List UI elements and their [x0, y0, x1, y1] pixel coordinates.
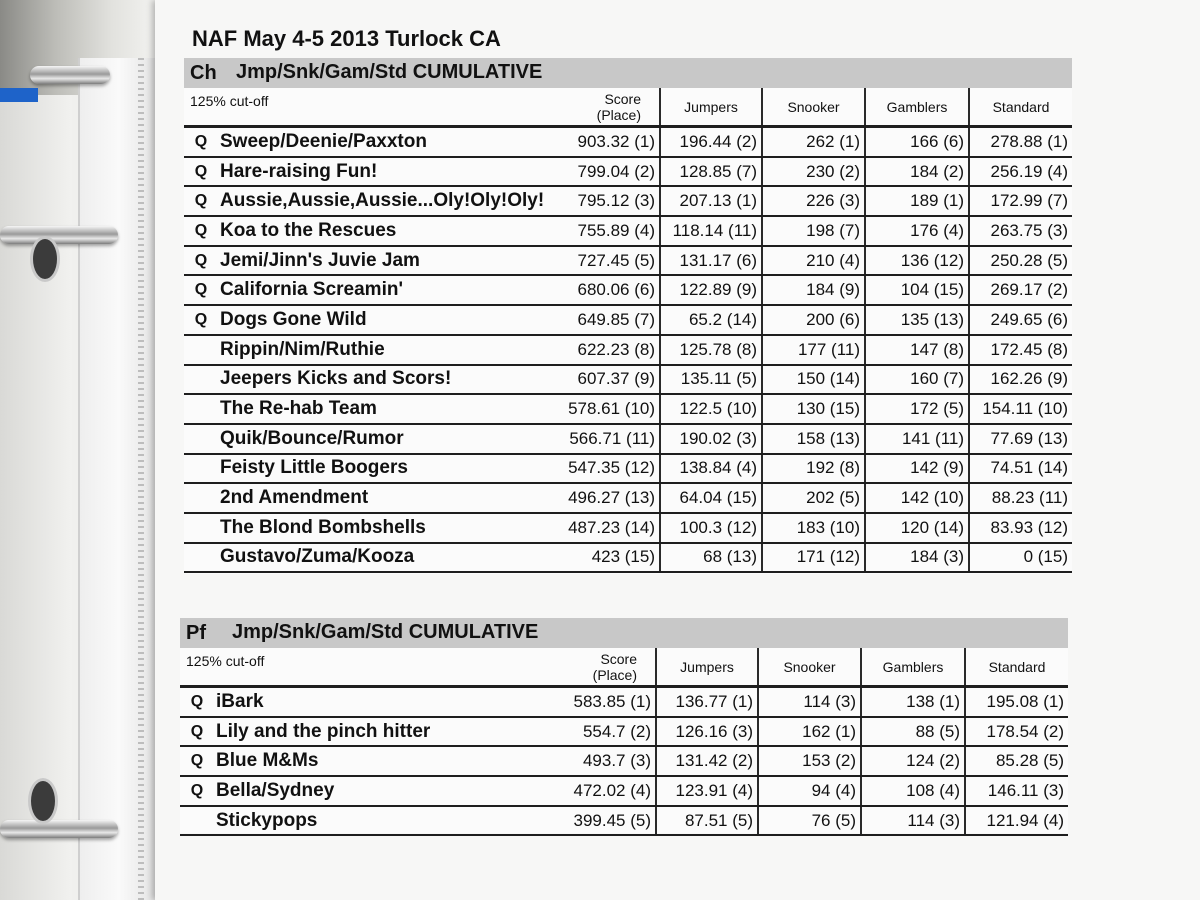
snooker-cell: 202 (5): [762, 483, 865, 513]
column-header-standard: Standard: [965, 648, 1068, 687]
team-name: Sweep/Deenie/Paxxton: [218, 127, 560, 157]
jumpers-cell: 128.85 (7): [660, 157, 762, 187]
jumpers-cell: 123.91 (4): [656, 776, 758, 806]
score-cell: 423 (15): [560, 543, 660, 573]
score-cell: 399.45 (5): [556, 806, 656, 836]
gamblers-cell: 136 (12): [865, 246, 969, 276]
snooker-cell: 171 (12): [762, 543, 865, 573]
gamblers-cell: 189 (1): [865, 186, 969, 216]
team-name: Stickypops: [214, 806, 556, 836]
section-header: [184, 58, 1072, 88]
binder-ring-hole-middle: [30, 236, 60, 282]
team-name: Hare-raising Fun!: [218, 157, 560, 187]
division-code: Pf: [186, 622, 206, 644]
score-cell: 755.89 (4): [560, 216, 660, 246]
jumpers-cell: 131.42 (2): [656, 746, 758, 776]
cutoff-label: 125% cut-off: [184, 88, 560, 127]
qualifier-mark: Q: [180, 776, 214, 806]
team-name: The Blond Bombshells: [218, 513, 560, 543]
standard-cell: 154.11 (10): [969, 394, 1072, 424]
team-name: Aussie,Aussie,Aussie...Oly!Oly!Oly!: [218, 186, 560, 216]
sheet-protector-perforation: [138, 58, 144, 900]
section-header: [180, 618, 1068, 648]
gamblers-cell: 142 (9): [865, 454, 969, 484]
team-name: iBark: [214, 687, 556, 717]
column-header-gamblers: Gamblers: [861, 648, 965, 687]
standard-cell: 0 (15): [969, 543, 1072, 573]
column-header-score: Score (Place): [556, 648, 656, 687]
qualifier-mark: Q: [184, 127, 218, 157]
table-row: [184, 157, 1072, 187]
table-row: [180, 687, 1068, 717]
section-title: Jmp/Snk/Gam/Std CUMULATIVE: [236, 61, 543, 83]
column-header-score: Score (Place): [560, 88, 660, 127]
standard-cell: 85.28 (5): [965, 746, 1068, 776]
jumpers-cell: 138.84 (4): [660, 454, 762, 484]
section-title: Jmp/Snk/Gam/Std CUMULATIVE: [232, 621, 539, 643]
table-row: [184, 186, 1072, 216]
team-name: Dogs Gone Wild: [218, 305, 560, 335]
jumpers-cell: 207.13 (1): [660, 186, 762, 216]
team-name: Koa to the Rescues: [218, 216, 560, 246]
binder-ring-hole-bottom: [28, 778, 58, 824]
standard-cell: 269.17 (2): [969, 275, 1072, 305]
snooker-cell: 210 (4): [762, 246, 865, 276]
qualifier-mark: [184, 394, 218, 424]
team-name: Feisty Little Boogers: [218, 454, 560, 484]
table-row: [184, 216, 1072, 246]
jumpers-cell: 136.77 (1): [656, 687, 758, 717]
score-cell: 493.7 (3): [556, 746, 656, 776]
gamblers-cell: 142 (10): [865, 483, 969, 513]
snooker-cell: 230 (2): [762, 157, 865, 187]
score-cell: 472.02 (4): [556, 776, 656, 806]
qualifier-mark: [184, 513, 218, 543]
standard-cell: 162.26 (9): [969, 365, 1072, 395]
document-title: NAF May 4-5 2013 Turlock CA: [192, 26, 501, 51]
qualifier-mark: [184, 424, 218, 454]
gamblers-cell: 184 (3): [865, 543, 969, 573]
snooker-cell: 130 (15): [762, 394, 865, 424]
snooker-cell: 198 (7): [762, 216, 865, 246]
results-section-ch: [184, 58, 1072, 574]
gamblers-cell: 184 (2): [865, 157, 969, 187]
snooker-cell: 94 (4): [758, 776, 861, 806]
score-cell: 607.37 (9): [560, 365, 660, 395]
score-cell: 680.06 (6): [560, 275, 660, 305]
gamblers-cell: 104 (15): [865, 275, 969, 305]
table-row: [180, 717, 1068, 747]
gamblers-cell: 114 (3): [861, 806, 965, 836]
table-row: [180, 806, 1068, 836]
standard-cell: 83.93 (12): [969, 513, 1072, 543]
snooker-cell: 192 (8): [762, 454, 865, 484]
column-header-standard: Standard: [969, 88, 1072, 127]
qualifier-mark: [184, 483, 218, 513]
qualifier-mark: [184, 454, 218, 484]
binder-ring-middle: [0, 226, 118, 244]
gamblers-cell: 124 (2): [861, 746, 965, 776]
standard-cell: 178.54 (2): [965, 717, 1068, 747]
qualifier-mark: Q: [184, 157, 218, 187]
snooker-cell: 184 (9): [762, 275, 865, 305]
jumpers-cell: 100.3 (12): [660, 513, 762, 543]
team-name: Quik/Bounce/Rumor: [218, 424, 560, 454]
binder-ring-bottom: [0, 820, 118, 838]
jumpers-cell: 196.44 (2): [660, 127, 762, 157]
snooker-cell: 153 (2): [758, 746, 861, 776]
qualifier-mark: Q: [180, 717, 214, 747]
jumpers-cell: 125.78 (8): [660, 335, 762, 365]
score-cell: 622.23 (8): [560, 335, 660, 365]
gamblers-cell: 108 (4): [861, 776, 965, 806]
jumpers-cell: 68 (13): [660, 543, 762, 573]
standard-cell: 256.19 (4): [969, 157, 1072, 187]
table-row: [184, 513, 1072, 543]
division-code: Ch: [190, 62, 217, 84]
standard-cell: 88.23 (11): [969, 483, 1072, 513]
standard-cell: 74.51 (14): [969, 454, 1072, 484]
cutoff-label: 125% cut-off: [180, 648, 556, 687]
table-header-row: [180, 648, 1068, 687]
standard-cell: 172.45 (8): [969, 335, 1072, 365]
snooker-cell: 114 (3): [758, 687, 861, 717]
team-name: The Re-hab Team: [218, 394, 560, 424]
gamblers-cell: 88 (5): [861, 717, 965, 747]
team-name: California Screamin': [218, 275, 560, 305]
table-row: [184, 365, 1072, 395]
qualifier-mark: Q: [180, 687, 214, 717]
results-table: [184, 88, 1072, 573]
table-row: [184, 127, 1072, 157]
team-name: Jeepers Kicks and Scors!: [218, 365, 560, 395]
jumpers-cell: 126.16 (3): [656, 717, 758, 747]
standard-cell: 278.88 (1): [969, 127, 1072, 157]
jumpers-cell: 118.14 (11): [660, 216, 762, 246]
table-row: [184, 543, 1072, 573]
snooker-cell: 200 (6): [762, 305, 865, 335]
standard-cell: 77.69 (13): [969, 424, 1072, 454]
column-header-snooker: Snooker: [762, 88, 865, 127]
team-name: Rippin/Nim/Ruthie: [218, 335, 560, 365]
snooker-cell: 150 (14): [762, 365, 865, 395]
qualifier-mark: Q: [184, 216, 218, 246]
snooker-cell: 177 (11): [762, 335, 865, 365]
qualifier-mark: [184, 335, 218, 365]
blue-tab-divider: [0, 88, 38, 102]
gamblers-cell: 172 (5): [865, 394, 969, 424]
gamblers-cell: 138 (1): [861, 687, 965, 717]
column-header-snooker: Snooker: [758, 648, 861, 687]
gamblers-cell: 135 (13): [865, 305, 969, 335]
score-cell: 547.35 (12): [560, 454, 660, 484]
table-row: [184, 424, 1072, 454]
gamblers-cell: 147 (8): [865, 335, 969, 365]
table-row: [180, 746, 1068, 776]
team-name: 2nd Amendment: [218, 483, 560, 513]
qualifier-mark: [184, 365, 218, 395]
binder-ring-top: [30, 66, 110, 84]
score-cell: 554.7 (2): [556, 717, 656, 747]
jumpers-cell: 190.02 (3): [660, 424, 762, 454]
qualifier-mark: Q: [184, 275, 218, 305]
qualifier-mark: Q: [180, 746, 214, 776]
snooker-cell: 162 (1): [758, 717, 861, 747]
score-cell: 727.45 (5): [560, 246, 660, 276]
jumpers-cell: 122.89 (9): [660, 275, 762, 305]
standard-cell: 249.65 (6): [969, 305, 1072, 335]
qualifier-mark: Q: [184, 305, 218, 335]
gamblers-cell: 120 (14): [865, 513, 969, 543]
snooker-cell: 183 (10): [762, 513, 865, 543]
gamblers-cell: 166 (6): [865, 127, 969, 157]
score-cell: 578.61 (10): [560, 394, 660, 424]
jumpers-cell: 87.51 (5): [656, 806, 758, 836]
qualifier-mark: [180, 806, 214, 836]
team-name: Blue M&Ms: [214, 746, 556, 776]
table-row: [180, 776, 1068, 806]
qualifier-mark: Q: [184, 186, 218, 216]
table-row: [184, 275, 1072, 305]
qualifier-mark: [184, 543, 218, 573]
results-table: [180, 648, 1068, 836]
gamblers-cell: 176 (4): [865, 216, 969, 246]
table-row: [184, 246, 1072, 276]
standard-cell: 195.08 (1): [965, 687, 1068, 717]
table-row: [184, 335, 1072, 365]
standard-cell: 172.99 (7): [969, 186, 1072, 216]
score-cell: 566.71 (11): [560, 424, 660, 454]
snooker-cell: 76 (5): [758, 806, 861, 836]
table-row: [184, 394, 1072, 424]
gamblers-cell: 160 (7): [865, 365, 969, 395]
qualifier-mark: Q: [184, 246, 218, 276]
team-name: Bella/Sydney: [214, 776, 556, 806]
snooker-cell: 262 (1): [762, 127, 865, 157]
table-row: [184, 454, 1072, 484]
score-cell: 903.32 (1): [560, 127, 660, 157]
score-cell: 799.04 (2): [560, 157, 660, 187]
team-name: Lily and the pinch hitter: [214, 717, 556, 747]
score-cell: 649.85 (7): [560, 305, 660, 335]
standard-cell: 263.75 (3): [969, 216, 1072, 246]
results-section-pf: [180, 618, 1068, 833]
score-cell: 583.85 (1): [556, 687, 656, 717]
table-body: [184, 127, 1072, 573]
team-name: Jemi/Jinn's Juvie Jam: [218, 246, 560, 276]
standard-cell: 250.28 (5): [969, 246, 1072, 276]
column-header-jumpers: Jumpers: [660, 88, 762, 127]
snooker-cell: 226 (3): [762, 186, 865, 216]
sheet-protector-strip: [78, 58, 158, 900]
snooker-cell: 158 (13): [762, 424, 865, 454]
table-row: [184, 483, 1072, 513]
jumpers-cell: 64.04 (15): [660, 483, 762, 513]
jumpers-cell: 135.11 (5): [660, 365, 762, 395]
table-row: [184, 305, 1072, 335]
jumpers-cell: 131.17 (6): [660, 246, 762, 276]
gamblers-cell: 141 (11): [865, 424, 969, 454]
score-cell: 795.12 (3): [560, 186, 660, 216]
standard-cell: 146.11 (3): [965, 776, 1068, 806]
column-header-jumpers: Jumpers: [656, 648, 758, 687]
standard-cell: 121.94 (4): [965, 806, 1068, 836]
score-cell: 496.27 (13): [560, 483, 660, 513]
jumpers-cell: 122.5 (10): [660, 394, 762, 424]
table-header-row: [184, 88, 1072, 127]
column-header-gamblers: Gamblers: [865, 88, 969, 127]
team-name: Gustavo/Zuma/Kooza: [218, 543, 560, 573]
score-cell: 487.23 (14): [560, 513, 660, 543]
jumpers-cell: 65.2 (14): [660, 305, 762, 335]
table-body: [180, 687, 1068, 836]
